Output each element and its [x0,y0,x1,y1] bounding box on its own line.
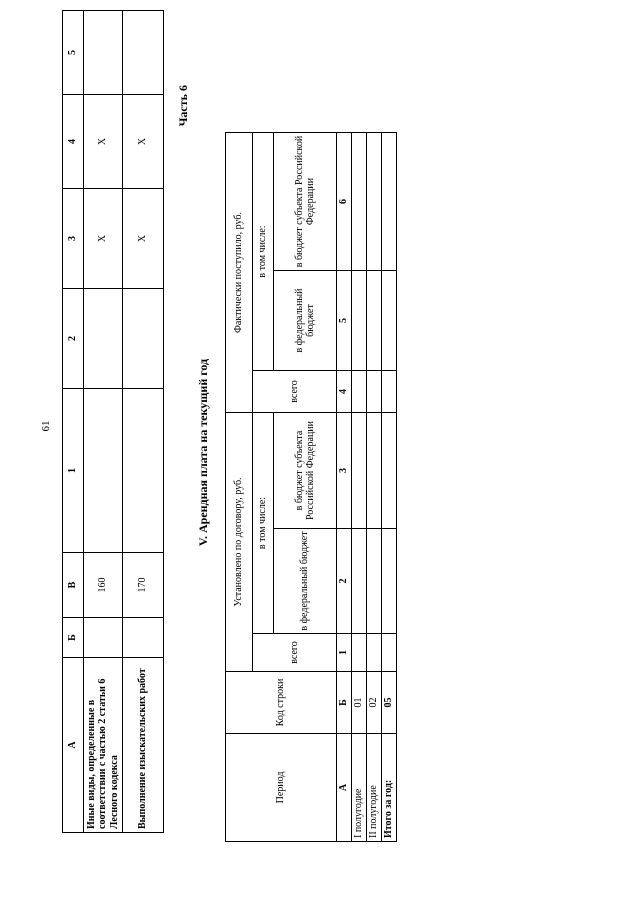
table-row [382,133,397,842]
period-cell: II полугодие [367,734,382,842]
cell [382,371,397,413]
cell [84,618,123,658]
column-number: 3 [337,413,352,529]
cell [123,11,164,95]
page-number: 61 [40,420,52,432]
row-label: Иные виды, определенные в соответствии с частью 2 статьи 6 Лесного кодекса [84,658,123,833]
header-contract: Установлено по договору, руб. [226,413,253,672]
cell [84,389,123,553]
header-period: Период [226,734,337,842]
header-cell: А [63,658,84,833]
activity-table [62,10,164,833]
column-number: 4 [337,371,352,413]
cell [123,618,164,658]
cell [352,271,367,371]
table-header-row [63,11,84,833]
row-label: Выполнение изыскательских работ [123,658,164,833]
cell [123,389,164,553]
header-cell: 4 [63,95,84,189]
cell [352,371,367,413]
cell: 170 [123,553,164,618]
cell [382,413,397,529]
column-number: 2 [337,529,352,634]
cell: X [123,189,164,289]
column-number: Б [337,672,352,734]
cell [367,133,382,271]
cell [352,529,367,634]
header-subject: в бюджет субъекта Российской Федерации [274,133,337,271]
column-number: А [337,734,352,842]
header-including: в том числе: [253,413,274,634]
cell [382,634,397,672]
header-total: всего [253,634,337,672]
header-cell: Б [63,618,84,658]
cell [382,133,397,271]
code-cell: 05 [382,672,397,734]
cell [367,413,382,529]
header-federal: в федеральный бюджет [274,271,337,371]
table-row [352,133,367,842]
period-cell: I полугодие [352,734,367,842]
cell [84,289,123,389]
column-number: 6 [337,133,352,271]
rent-table [225,132,397,842]
section-title: V. Арендная плата на текущий год [196,358,210,547]
cell [352,133,367,271]
header-code: Код строки [226,672,337,734]
cell [382,271,397,371]
cell [84,11,123,95]
header-cell: 2 [63,289,84,389]
cell [367,529,382,634]
column-number: 5 [337,271,352,371]
header-total: всего [253,371,337,413]
part-label: Часть 6 [176,85,190,127]
code-cell: 01 [352,672,367,734]
cell: X [84,95,123,189]
code-cell: 02 [367,672,382,734]
cell: X [84,189,123,289]
column-number: 1 [337,634,352,672]
cell [367,371,382,413]
header-including: в том числе: [253,133,274,371]
column-number-row [337,133,352,842]
cell: X [123,95,164,189]
cell [123,289,164,389]
header-federal: в федеральный бюджет [274,529,337,634]
cell [382,529,397,634]
table-row [84,11,123,833]
table-row [123,11,164,833]
header-subject: в бюджет субъекта Российской Федерации [274,413,337,529]
cell [367,271,382,371]
table-row [367,133,382,842]
cell [352,634,367,672]
cell [367,634,382,672]
header-cell: 3 [63,189,84,289]
cell [352,413,367,529]
header-cell: 5 [63,11,84,95]
header-cell: В [63,553,84,618]
period-cell: Итого за год: [382,734,397,842]
cell: 160 [84,553,123,618]
header-cell: 1 [63,389,84,553]
header-actual: Фактически поступило, руб. [226,133,253,413]
